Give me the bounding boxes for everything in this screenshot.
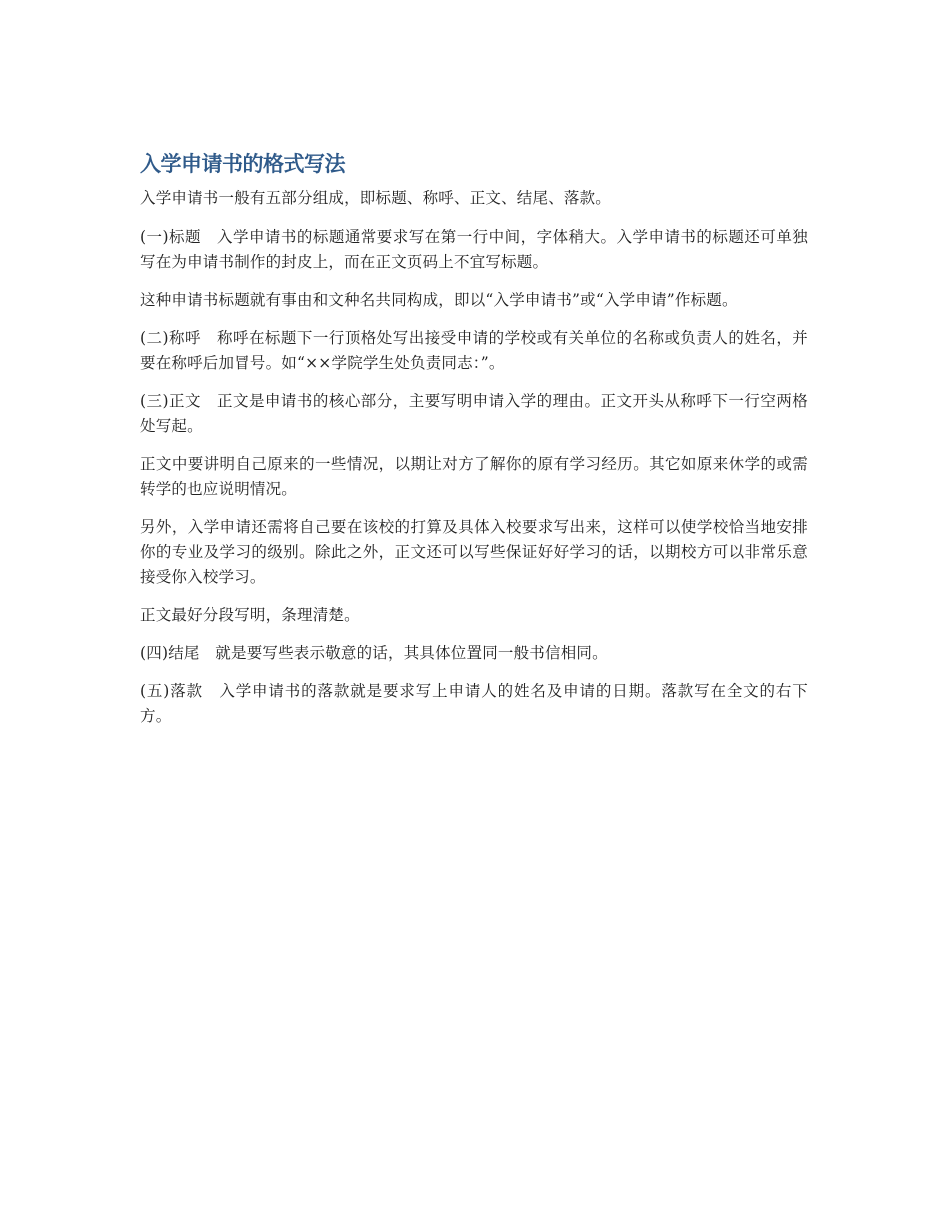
paragraph-title-composition: 这种申请书标题就有事由和文种名共同构成，即以“入学申请书”或“入学申请”作标题。: [140, 291, 738, 309]
paragraph-body-section: (三)正文 正文是申请书的核心部分，主要写明申请入学的理由。正文开头从称呼下一行空两格处写起。: [140, 392, 808, 435]
document-page: [140, 148, 808, 742]
paragraph-intro: 入学申请书一般有五部分组成，即标题、称呼、正文、结尾、落款。: [140, 189, 612, 207]
paragraph-salutation-section: (二)称呼 称呼在标题下一行顶格处写出接受申请的学校或有关单位的名称或负责人的姓名，并要在称呼后加冒号。如“××学院学生处负责同志：”。: [140, 329, 808, 372]
paragraph-title-section: (一)标题 入学申请书的标题通常要求写在第一行中间，字体稍大。入学申请书的标题还可单独写在为申请书制作的封皮上，而在正文页码上不宜写标题。: [140, 228, 808, 271]
paragraph-closing-section: (四)结尾 就是要写些表示敬意的话，其具体位置同一般书信相同。: [140, 644, 608, 662]
paragraph-body-background: 正文中要讲明自己原来的一些情况，以期让对方了解你的原有学习经历。其它如原来休学的或需转学的也应说明情况。: [140, 455, 808, 498]
paragraph-body-structure: 正文最好分段写明，条理清楚。: [140, 606, 360, 624]
paragraph-signature-section: (五)落款 入学申请书的落款就是要求写上申请人的姓名及申请的日期。落款写在全文的右下 方。: [140, 682, 808, 725]
document-title: 入学申请书的格式写法: [140, 152, 345, 176]
paragraph-body-plans: 另外，入学申请还需将自己要在该校的打算及具体入校要求写出来，这样可以使学校恰当地安排你的专业及学习的级别。除此之外，正文还可以写些保证好好学习的话，以期校方可以非常乐意接受你入校学习。: [140, 518, 808, 586]
